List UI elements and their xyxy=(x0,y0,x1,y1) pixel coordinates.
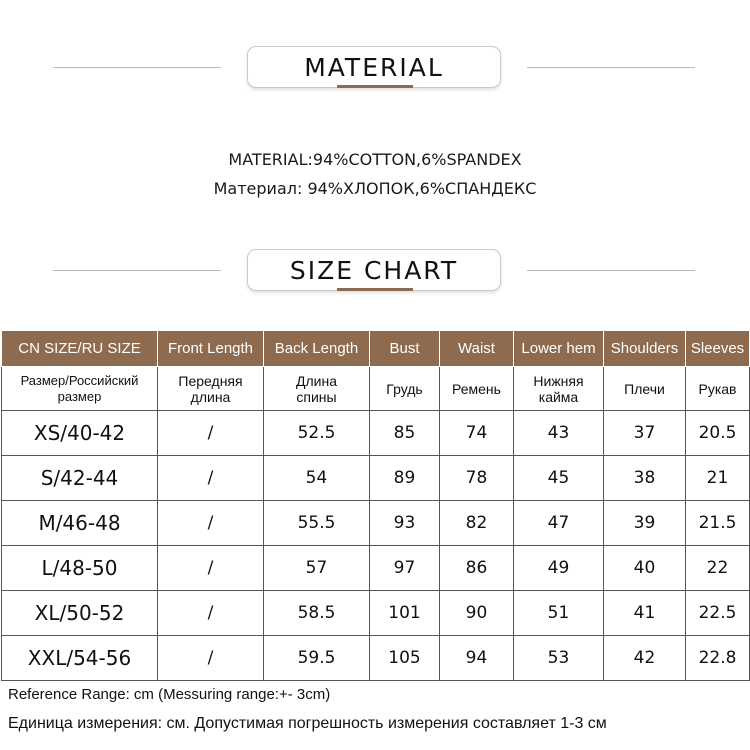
header-row-ru xyxy=(2,367,750,411)
sleeves-cell: 22.5 xyxy=(686,591,750,636)
lower-hem-cell: 51 xyxy=(514,591,604,636)
front-length-cell: / xyxy=(158,411,264,456)
front-length-cell: / xyxy=(158,546,264,591)
sleeves-cell: 20.5 xyxy=(686,411,750,456)
shoulders-cell: 39 xyxy=(604,501,686,546)
bust-cell: 101 xyxy=(370,591,440,636)
table-row xyxy=(2,546,750,591)
ru-header-lower-hem: Нижняя кайма xyxy=(514,367,604,411)
front-length-cell: / xyxy=(158,591,264,636)
title-underline xyxy=(337,85,413,88)
material-line-ru: Материал: 94%ХЛОПОК,6%СПАНДЕКС xyxy=(213,179,537,198)
divider-left xyxy=(53,67,221,68)
col-header-size: CN SIZE/RU SIZE xyxy=(2,331,158,367)
table-row xyxy=(2,591,750,636)
reference-note-ru: Единица измерения: см. Допустимая погрешность измерения составляет 1-3 см xyxy=(8,715,607,732)
material-title: MATERIAL xyxy=(247,46,501,88)
lower-hem-cell: 47 xyxy=(514,501,604,546)
sleeves-cell: 22 xyxy=(686,546,750,591)
ru-header-bust: Грудь xyxy=(370,367,440,411)
col-header-back-length: Back Length xyxy=(264,331,370,367)
ru-header-waist: Ремень xyxy=(440,367,514,411)
size-cell: XS/40-42 xyxy=(2,411,158,456)
front-length-cell: / xyxy=(158,501,264,546)
ru-header-sleeves: Рукав xyxy=(686,367,750,411)
bust-cell: 105 xyxy=(370,636,440,681)
waist-cell: 90 xyxy=(440,591,514,636)
sleeves-cell: 21 xyxy=(686,456,750,501)
header-row-en xyxy=(2,331,750,367)
shoulders-cell: 37 xyxy=(604,411,686,456)
title-underline xyxy=(337,288,413,291)
back-length-cell: 55.5 xyxy=(264,501,370,546)
shoulders-cell: 41 xyxy=(604,591,686,636)
bust-cell: 85 xyxy=(370,411,440,456)
bust-cell: 93 xyxy=(370,501,440,546)
front-length-cell: / xyxy=(158,456,264,501)
col-header-waist: Waist xyxy=(440,331,514,367)
ru-header-size: Размер/Российский размер xyxy=(2,367,158,411)
shoulders-cell: 40 xyxy=(604,546,686,591)
material-heading xyxy=(0,46,750,96)
lower-hem-cell: 45 xyxy=(514,456,604,501)
col-header-front-length: Front Length xyxy=(158,331,264,367)
size-cell: M/46-48 xyxy=(2,501,158,546)
size-cell: XL/50-52 xyxy=(2,591,158,636)
size-cell: S/42-44 xyxy=(2,456,158,501)
back-length-cell: 54 xyxy=(264,456,370,501)
sleeves-cell: 21.5 xyxy=(686,501,750,546)
size-cell: XXL/54-56 xyxy=(2,636,158,681)
back-length-cell: 57 xyxy=(264,546,370,591)
divider-right xyxy=(527,270,695,271)
col-header-shoulders: Shoulders xyxy=(604,331,686,367)
shoulders-cell: 38 xyxy=(604,456,686,501)
col-header-lower-hem: Lower hem xyxy=(514,331,604,367)
table-row xyxy=(2,411,750,456)
table-row xyxy=(2,636,750,681)
size-table xyxy=(1,330,750,681)
waist-cell: 74 xyxy=(440,411,514,456)
bust-cell: 97 xyxy=(370,546,440,591)
size-chart-title: SIZE CHART xyxy=(247,249,501,291)
waist-cell: 82 xyxy=(440,501,514,546)
lower-hem-cell: 53 xyxy=(514,636,604,681)
waist-cell: 94 xyxy=(440,636,514,681)
col-header-sleeves: Sleeves xyxy=(686,331,750,367)
waist-cell: 78 xyxy=(440,456,514,501)
reference-note-en: Reference Range: cm (Messuring range:+- 3cm) xyxy=(8,686,331,703)
material-line-en: MATERIAL:94%COTTON,6%SPANDEX xyxy=(228,150,522,169)
ru-header-back-length: Длина спины xyxy=(264,367,370,411)
back-length-cell: 58.5 xyxy=(264,591,370,636)
back-length-cell: 59.5 xyxy=(264,636,370,681)
ru-header-shoulders: Плечи xyxy=(604,367,686,411)
back-length-cell: 52.5 xyxy=(264,411,370,456)
size-chart-heading xyxy=(0,249,750,299)
lower-hem-cell: 49 xyxy=(514,546,604,591)
ru-header-front-length: Передняя длина xyxy=(158,367,264,411)
lower-hem-cell: 43 xyxy=(514,411,604,456)
divider-right xyxy=(527,67,695,68)
shoulders-cell: 42 xyxy=(604,636,686,681)
front-length-cell: / xyxy=(158,636,264,681)
sleeves-cell: 22.8 xyxy=(686,636,750,681)
table-row xyxy=(2,456,750,501)
size-cell: L/48-50 xyxy=(2,546,158,591)
table-row xyxy=(2,501,750,546)
bust-cell: 89 xyxy=(370,456,440,501)
waist-cell: 86 xyxy=(440,546,514,591)
col-header-bust: Bust xyxy=(370,331,440,367)
divider-left xyxy=(53,270,221,271)
